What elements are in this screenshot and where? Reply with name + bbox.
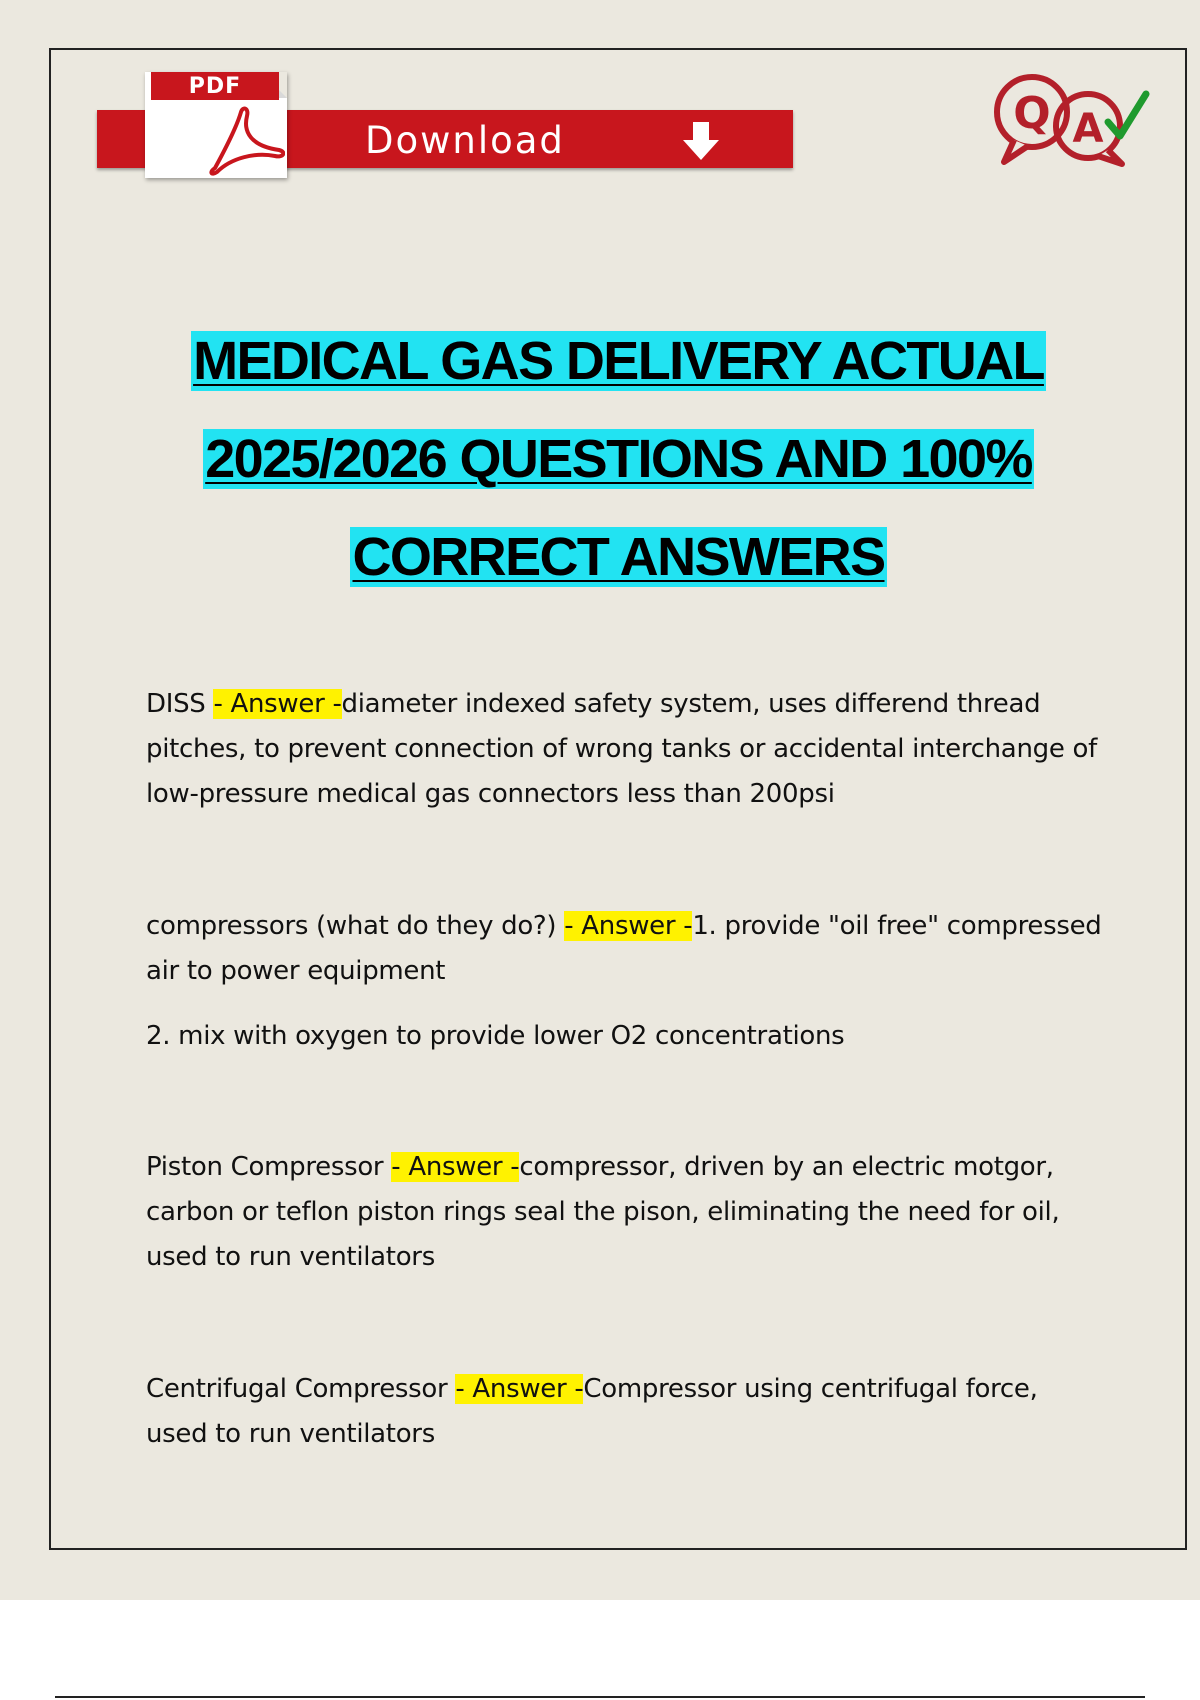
title-line-text: CORRECT ANSWERS (352, 527, 885, 587)
answer-marker: - Answer - (455, 1374, 584, 1404)
answer-text: 1. provide "oil free" compressed air to power equipment (146, 911, 1102, 986)
answer-text: diameter indexed safety system, uses differend thread pitches, to prevent connection of wrong tanks or accidental interchange of low-pressure medical gas connectors less than 200psi (146, 689, 1097, 809)
qa-logo-icon (990, 70, 1152, 168)
document-title (0, 312, 1200, 606)
qa-entry (146, 1145, 1106, 1280)
answer-text: compressor, driven by an electric motgor, carbon or teflon piston rings seal the pison, eliminating the need for oil, used to run ventilators (146, 1152, 1060, 1272)
question-term: Piston Compressor (146, 1152, 392, 1182)
download-label[interactable]: Download (365, 118, 565, 162)
title-line (0, 508, 1200, 606)
question-term: DISS (146, 689, 214, 719)
title-line-text: 2025/2026 QUESTIONS AND 100% (205, 429, 1032, 489)
bottom-divider (55, 1696, 1145, 1698)
answer-marker: - Answer - (391, 1152, 520, 1182)
question-term: compressors (what do they do?) (146, 911, 565, 941)
pdf-download-banner[interactable] (97, 72, 793, 178)
svg-text:A: A (1072, 106, 1104, 152)
qa-entry (146, 1367, 1106, 1457)
answer-marker: - Answer - (213, 689, 342, 719)
pdf-tab-label: PDF (151, 72, 279, 100)
pdf-file-icon (145, 72, 287, 178)
question-term: Centrifugal Compressor (146, 1374, 456, 1404)
qa-entry (146, 904, 1106, 1059)
title-line (0, 312, 1200, 410)
title-line (0, 410, 1200, 508)
download-arrow-icon[interactable] (681, 120, 721, 162)
answer-text: Compressor using centrifugal force, used to run ventilators (146, 1374, 1038, 1449)
answer-continuation: 2. mix with oxygen to provide lower O2 concentrations (146, 1021, 845, 1051)
answer-marker: - Answer - (564, 911, 693, 941)
qa-entry (146, 682, 1106, 817)
acrobat-icon (207, 106, 285, 176)
svg-text:Q: Q (1013, 88, 1051, 139)
title-line-text: MEDICAL GAS DELIVERY ACTUAL (193, 331, 1044, 391)
